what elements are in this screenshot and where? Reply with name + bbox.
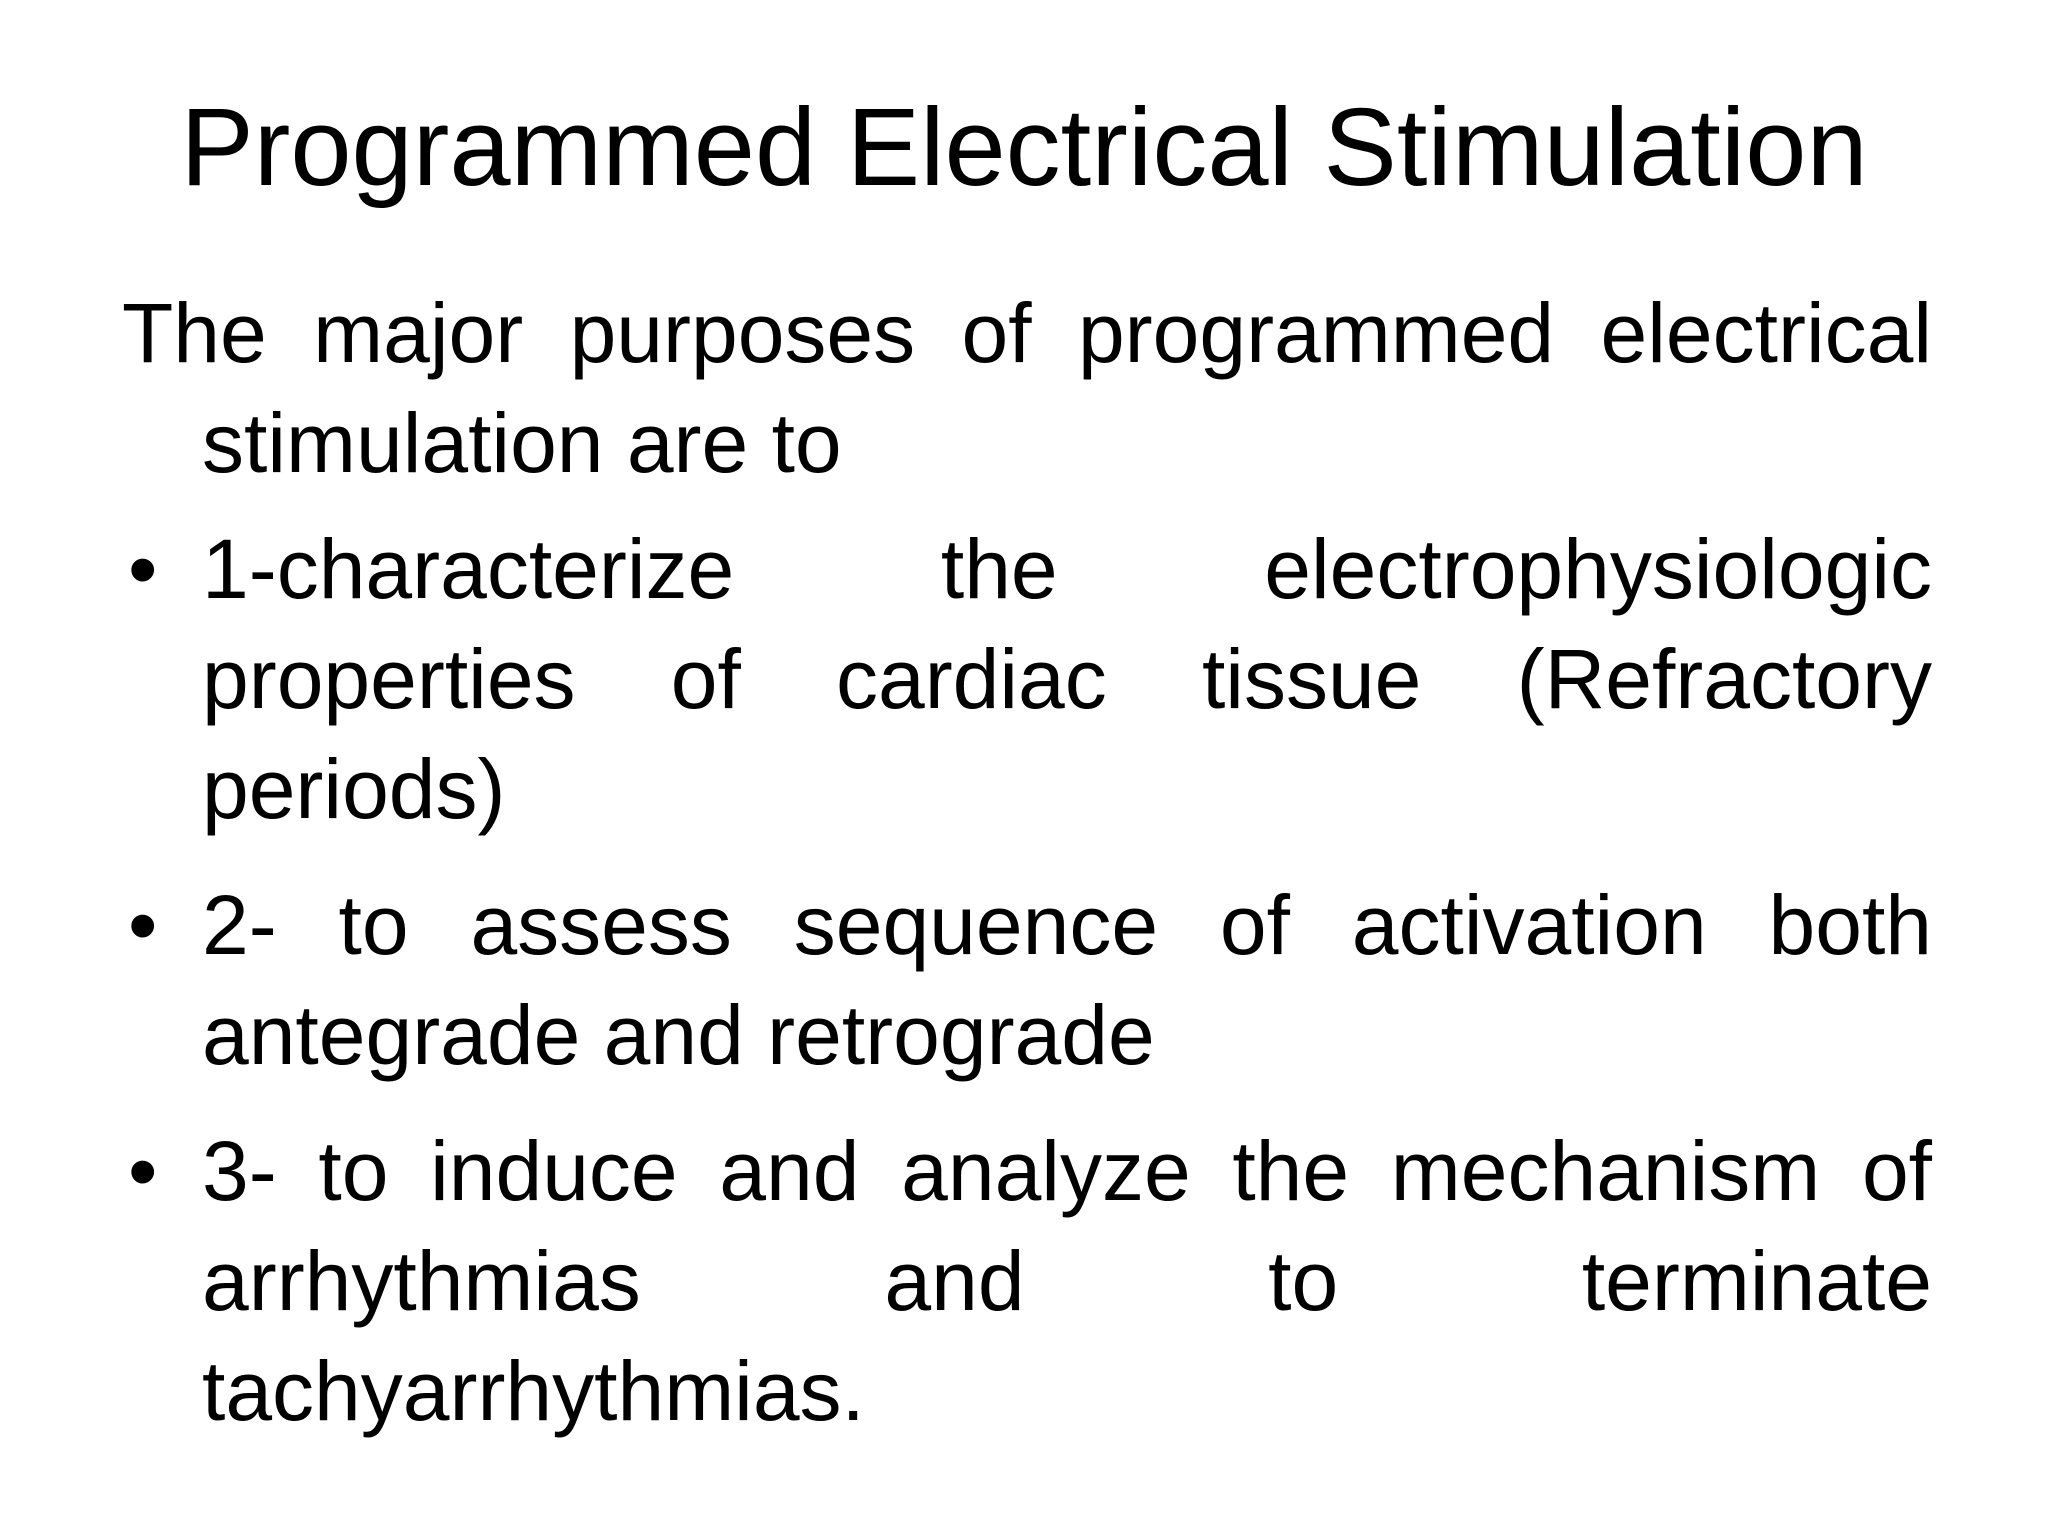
intro-paragraph: The major purposes of programmed electrical stimulation are to bbox=[122, 286, 1932, 490]
list-item-text: 2- to assess sequence of activation both antegrade and retrograde bbox=[202, 878, 1932, 1082]
list-item-text: 3- to induce and analyze the mechanism of arrhythmias and to terminate tachyarrhythmias. bbox=[202, 1124, 1932, 1438]
slide-body bbox=[122, 278, 1932, 1472]
bullet-icon: • bbox=[128, 1124, 158, 1218]
list-item bbox=[122, 870, 1932, 1090]
list-item bbox=[122, 514, 1932, 844]
bullet-icon: • bbox=[128, 522, 158, 616]
list-item-text: 1-characterize the electrophysiologic properties of cardiac tissue (Refractory periods) bbox=[202, 522, 1932, 836]
list-item bbox=[122, 1116, 1932, 1446]
slide-title: Programmed Electrical Stimulation bbox=[180, 86, 1868, 209]
purpose-list bbox=[122, 514, 1932, 1446]
bullet-icon: • bbox=[128, 878, 158, 972]
